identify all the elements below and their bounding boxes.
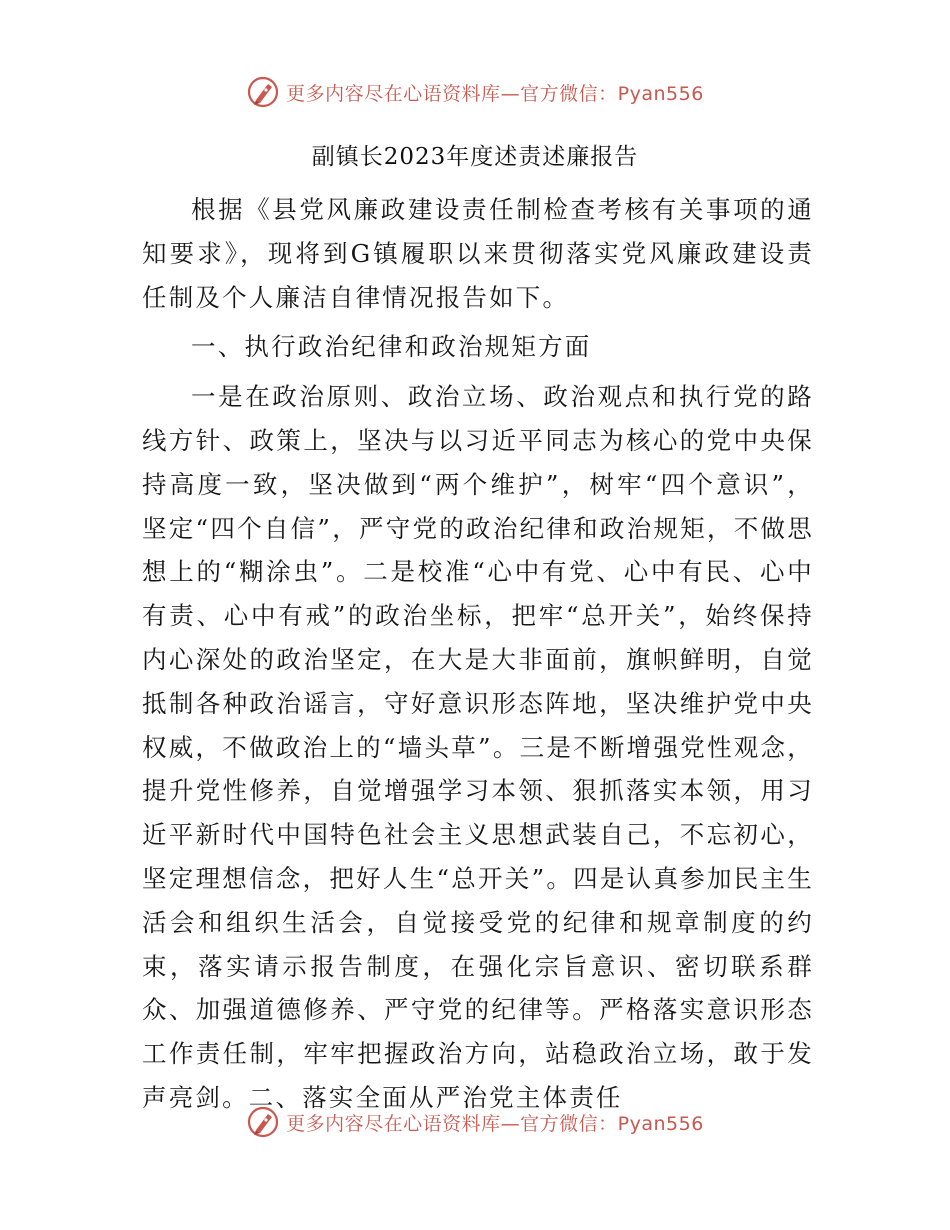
footer-watermark-banner	[0, 1100, 950, 1144]
pen-nib-logo-icon	[246, 1105, 280, 1139]
body-paragraph: 一是在政治原则、政治立场、政治观点和执行党的路线方针、政策上，坚决与以习近平同志为核心的党中央保持高度一致，坚决做到“两个维护”，树牢“四个意识”，坚定“四个自信”，严守党的政治纪律和政治规矩，不做思想上的“糊涂虫”。二是校准“心中有党、心中有民、心中有责、心中有戒”的政治坐标，把牢“总开关”，始终保持内心深处的政治坚定，在大是大非面前，旗帜鲜明，自觉抵制各种政治谣言，守好意识形态阵地，坚决维护党中央权威，不做政治上的“墙头草”。三是不断增强党性观念，提升党性修养，自觉增强学习本领、狠抓落实本领，用习近平新时代中国特色社会主义思想武装自己，不忘初心，坚定理想信念，把好人生“总开关”。四是认真参加民主生活会和组织生活会，自觉接受党的纪律和规章制度的约束，落实请示报告制度，在强化宗旨意识、密切联系群众、加强道德修养、严守党的纪律等。严格落实意识形态工作责任制，牢牢把握政治方向，站稳政治立场，敢于发声亮剑。二、落实全面从严治党主体责任	[142, 382, 814, 1112]
document-body	[142, 188, 814, 1126]
header-watermark-banner	[0, 70, 950, 114]
watermark-text: 更多内容尽在心语资料库—官方微信：Pyan556	[286, 82, 704, 105]
section-heading: 一、执行政治纪律和政治规矩方面	[191, 332, 592, 362]
document-title: 副镇长2023年度述责述廉报告	[311, 144, 639, 170]
pen-nib-logo-icon	[246, 75, 280, 109]
intro-paragraph: 根据《县党风廉政建设责任制检查考核有关事项的通知要求》，现将到G镇履职以来贯彻落实党风廉政建设责任制及个人廉洁自律情况报告如下。	[142, 195, 814, 312]
watermark-text: 更多内容尽在心语资料库—官方微信：Pyan556	[286, 1112, 704, 1135]
